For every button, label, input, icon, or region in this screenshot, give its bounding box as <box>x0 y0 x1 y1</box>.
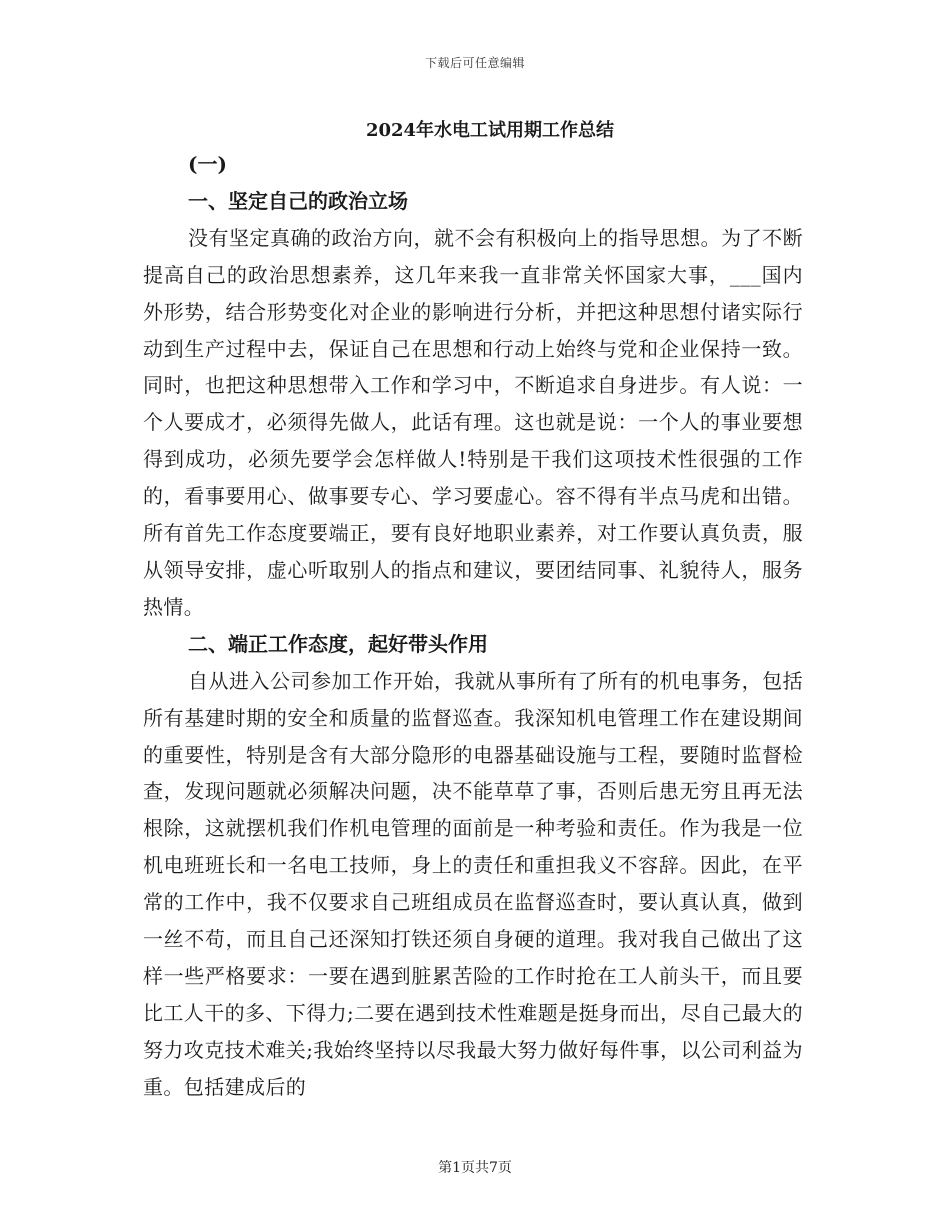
document-body <box>143 146 803 1106</box>
section-heading-1: 一、坚定自己的政治立场 <box>188 188 408 213</box>
document-title: 2024年水电工试用期工作总结 <box>365 120 615 141</box>
section-paragraph-1: 没有坚定真确的政治方向，就不会有积极向上的指导思想。为了不断提高自己的政治思想素养，这几年来我一直非常关怀国家大事，___国内外形势，结合形势变化对企业的影响进行分析，并把这种思想付诸实际行动到生产过程中去，保证自己在思想和行动上始终与党和企业保持一致。同时，也把这种思想带入工作和学习中，不断追求自身进步。有人说：一个人要成才，必须得先做人，此话有理。这也就是说：一个人的事业要想得到成功，必须先要学会怎样做人!特别是干我们这项技术性很强的工作的，看事要用心、做事要专心、学习要虚心。容不得有半点马虎和出错。所有首先工作态度要端正，要有良好地职业素养，对工作要认真负责，服从领导安排，虚心听取别人的指点和建议，要团结同事、礼貌待人，服务热情。 <box>143 225 803 619</box>
section-heading-2: 二、端正工作态度，起好带头作用 <box>188 631 488 656</box>
header-note: 下载后可任意编辑 <box>424 56 525 70</box>
part-label: (一) <box>188 152 227 176</box>
page-number: 第1页共7页 <box>438 1160 512 1176</box>
section-paragraph-2: 自从进入公司参加工作开始，我就从事所有了所有的机电事务，包括所有基建时期的安全和质量的监督巡查。我深知机电管理工作在建设期间的重要性，特别是含有大部分隐形的电器基础设施与工程，要随时监督检查，发现问题就必须解决问题，决不能草草了事，否则后患无穷且再无法根除，这就摆机我们作机电管理的面前是一种考验和责任。作为我是一位机电班班长和一名电工技师，身上的责任和重担我义不容辞。因此，在平常的工作中，我不仅要求自己班组成员在监督巡查时，要认真认真，做到一丝不苟，而且自己还深知打铁还须自身硬的道理。我对我自己做出了这样一些严格要求：一要在遇到脏累苦险的工作时抢在工人前头干，而且要比工人干的多、下得力;二要在遇到技术性难题是挺身而出，尽自己最大的努力攻克技术难关;我始终坚持以尽我最大努力做好每件事，以公司利益为重。包括建成后的 <box>143 668 803 1099</box>
